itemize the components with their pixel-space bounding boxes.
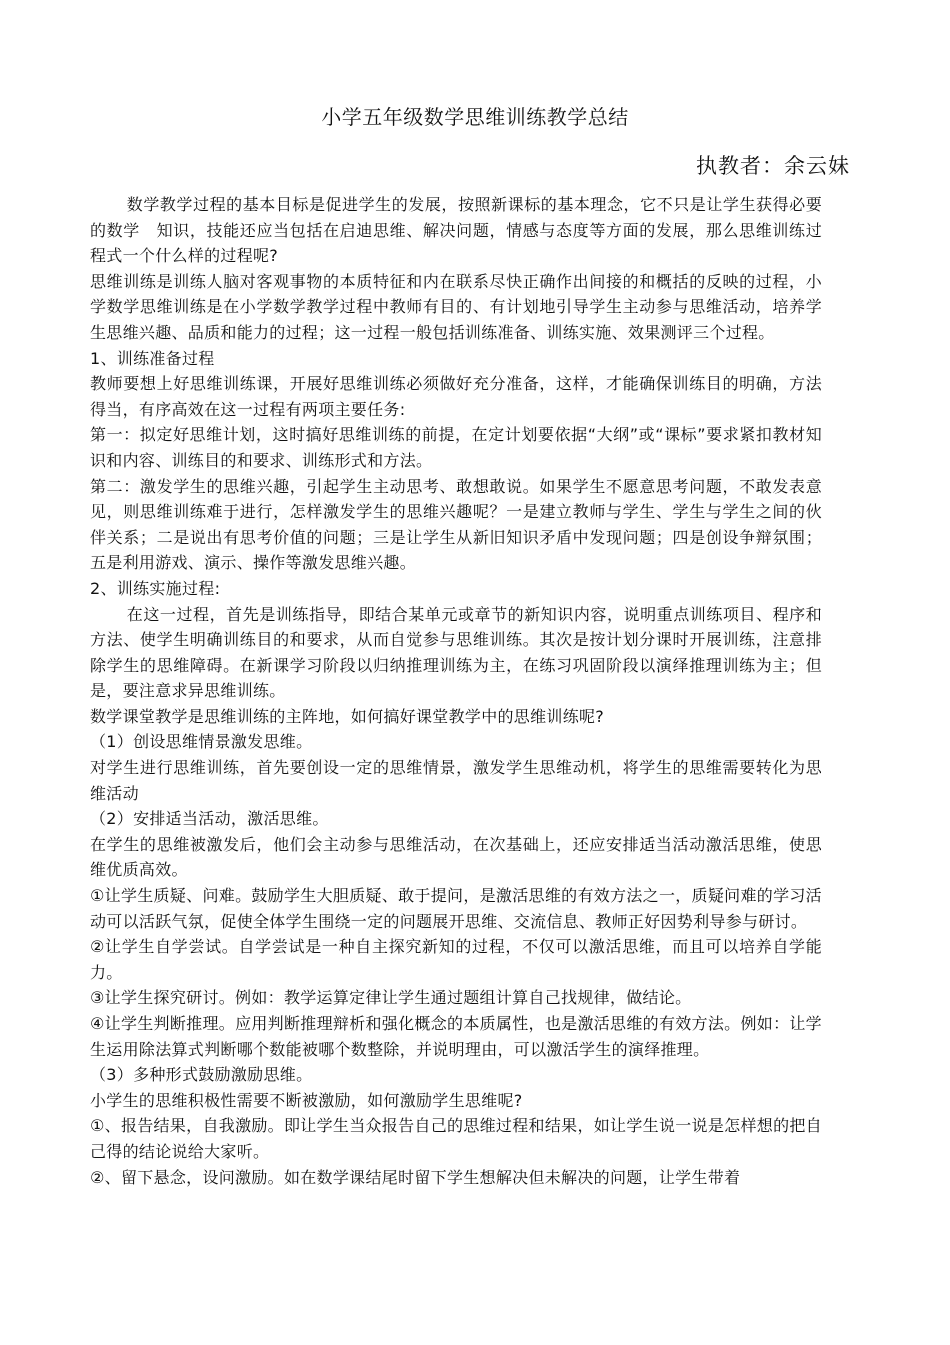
document-body	[90, 192, 822, 1190]
paragraph: 数学教学过程的基本目标是促进学生的发展，按照新课标的基本理念，它不只是让学生获得必要的数学 知识，技能还应当包括在启迪思维、解决问题，情感与态度等方面的发展，那么思维训练过程式一个什么样的过程呢?	[90, 195, 822, 266]
paragraph: ②、留下悬念，设问激励。如在数学课结尾时留下学生想解决但未解决的问题，让学生带着	[90, 1167, 741, 1187]
paragraph: 在这一过程，首先是训练指导，即结合某单元或章节的新知识内容，说明重点训练项目、程序和方法、使学生明确训练目的和要求，从而自觉参与思维训练。其次是按计划分课时开展训练，注意排除学生的思维障碍。在新课学习阶段以归纳推理训练为主，在练习巩固阶段以演绎推理训练为主；但是，要注意求异思维训练。	[90, 604, 822, 701]
paragraph: 在学生的思维被激发后，他们会主动参与思维活动，在次基础上，还应安排适当活动激活思维，使思维优质高效。	[90, 834, 822, 880]
paragraph: 思维训练是训练人脑对客观事物的本质特征和内在联系尽快正确作出间接的和概括的反映的过程，小学数学思维训练是在小学数学教学过程中教师有目的、有计划地引导学生主动参与思维活动，培养学生思维兴趣、品质和能力的过程；这一过程一般包括训练准备、训练实施、效果测评三个过程。	[90, 271, 822, 342]
paragraph: 1、训练准备过程	[90, 348, 215, 368]
document-title: 小学五年级数学思维训练教学总结	[321, 105, 629, 129]
document-author: 执教者：余云妹	[696, 154, 850, 178]
paragraph: 2、训练实施过程:	[90, 578, 221, 598]
paragraph: 数学课堂教学是思维训练的主阵地，如何搞好课堂教学中的思维训练呢?	[90, 706, 605, 726]
paragraph: 对学生进行思维训练，首先要创设一定的思维情景，激发学生思维动机，将学生的思维需要转化为思维活动	[90, 758, 822, 803]
paragraph: ③让学生探究研讨。例如：教学运算定律让学生通过题组计算自己找规律，做结论。	[90, 988, 692, 1008]
paragraph: （3）多种形式鼓励激励思维。	[90, 1065, 313, 1085]
paragraph: 教师要想上好思维训练课，开展好思维训练必须做好充分准备，这样，才能确保训练目的明确，方法得当，有序高效在这一过程有两项主要任务:	[90, 374, 822, 419]
paragraph: ①让学生质疑、问难。鼓励学生大胆质疑、敢于提问，是激活思维的有效方法之一，质疑问难的学习活动可以活跃气氛，促使全体学生围绕一定的问题展开思维、交流信息、教师正好因势利导参与研讨。	[90, 886, 822, 931]
paragraph: （1）创设思维情景激发思维。	[90, 732, 313, 752]
paragraph: （2）安排适当活动，激活思维。	[90, 809, 329, 829]
paragraph: ②让学生自学尝试。自学尝试是一种自主探究新知的过程，不仅可以激活思维，而且可以培养自学能力。	[90, 937, 822, 982]
paragraph: 小学生的思维积极性需要不断被激励，如何激励学生思维呢?	[90, 1090, 523, 1110]
paragraph: 第一：拟定好思维计划，这时搞好思维训练的前提，在定计划要依据“大纲”或“课标”要求紧扣教材知识和内容、训练目的和要求、训练形式和方法。	[90, 425, 822, 470]
paragraph: ④让学生判断推理。应用判断推理辩析和强化概念的本质属性，也是激活思维的有效方法。例如：让学生运用除法算式判断哪个数能被哪个数整除，并说明理由，可以激活学生的演绎推理。	[90, 1014, 822, 1059]
paragraph: 第二：激发学生的思维兴趣，引起学生主动思考、敢想敢说。如果学生不愿意思考问题，不敢发表意见，则思维训练难于进行，怎样激发学生的思维兴趣呢？一是建立教师与学生、学生与学生之间的伙伴关系；二是说出有思考价值的问题；三是让学生从新旧知识矛盾中发现问题；四是创设争辩氛围；五是利用游戏、演示、操作等激发思维兴趣。	[90, 476, 822, 573]
paragraph: ①、报告结果，自我激励。即让学生当众报告自己的思维过程和结果，如让学生说一说是怎样想的把自己得的结论说给大家听。	[90, 1116, 822, 1161]
